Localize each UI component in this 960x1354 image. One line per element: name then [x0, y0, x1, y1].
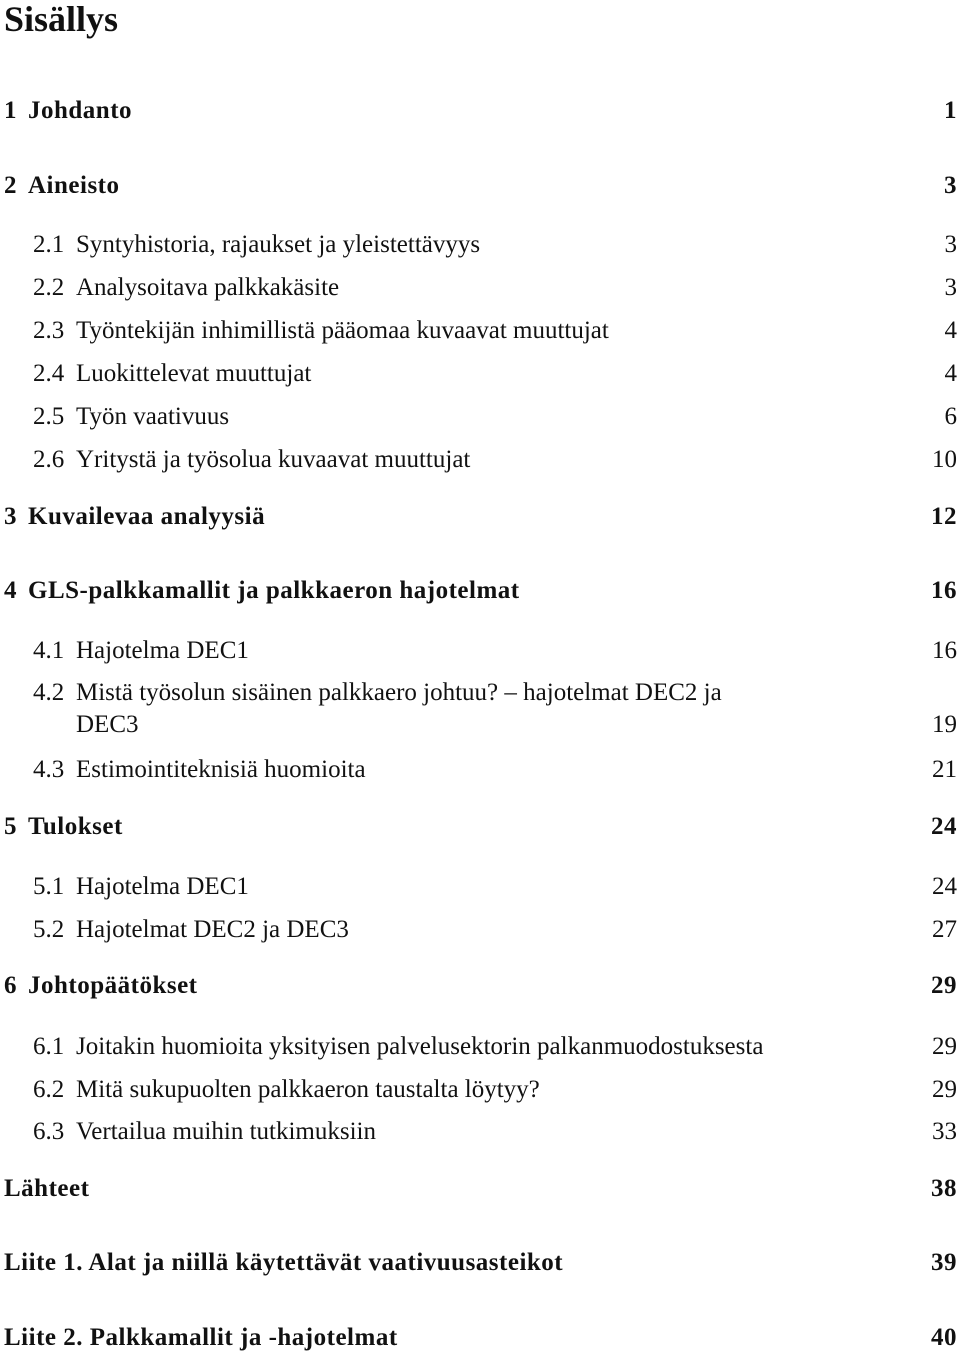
toc-page-number: 19: [932, 711, 957, 738]
toc-number: 4.3: [33, 756, 65, 783]
toc-page-number: 29: [931, 972, 957, 999]
toc-entry-chapter-1[interactable]: [4, 95, 957, 127]
toc-label: Vertailua muihin tutkimuksiin: [76, 1118, 376, 1145]
toc-label: Tulokset: [28, 813, 123, 840]
toc-number: 1: [4, 97, 17, 124]
toc-entry-chapter-4[interactable]: [4, 575, 957, 607]
toc-entry-section-2-1[interactable]: [4, 229, 957, 261]
toc-label: Liite 2. Palkkamallit ja -hajotelmat: [4, 1324, 398, 1351]
toc-number: 6.3: [33, 1118, 65, 1145]
toc-number: 4: [4, 577, 17, 604]
toc-page-number: 10: [932, 446, 957, 473]
toc-label: Johtopäätökset: [28, 972, 198, 999]
toc-page-number: 3: [944, 231, 957, 258]
toc-label: Hajotelma DEC1: [76, 873, 249, 900]
toc-entry-section-6-3[interactable]: [4, 1116, 957, 1148]
toc-label-continuation: DEC3: [76, 711, 139, 738]
toc-number: 5.2: [33, 916, 65, 943]
toc-page-number: 3: [944, 274, 957, 301]
toc-label: Mitä sukupuolten palkkaeron taustalta löytyy?: [76, 1076, 540, 1103]
toc-label: Yritystä ja työsolua kuvaavat muuttujat: [76, 446, 471, 473]
toc-entry-appendix-1[interactable]: [4, 1247, 957, 1279]
toc-page-number: 12: [931, 503, 957, 530]
toc-label: Mistä työsolun sisäinen palkkaero johtuu? – hajotelmat DEC2 ja: [76, 679, 722, 706]
toc-entry-references[interactable]: [4, 1173, 957, 1205]
toc-label: Liite 1. Alat ja niillä käytettävät vaativuusasteikot: [4, 1249, 564, 1276]
toc-entry-appendix-2[interactable]: [4, 1322, 957, 1354]
toc-number: 2.5: [33, 403, 65, 430]
toc-number: 4.1: [33, 637, 65, 664]
toc-page-number: 4: [944, 360, 957, 387]
toc-label: Analysoitava palkkakäsite: [76, 274, 340, 301]
toc-number: 6: [4, 972, 17, 999]
toc-page-number: 29: [932, 1076, 957, 1103]
toc-label: GLS-palkkamallit ja palkkaeron hajotelmat: [28, 577, 520, 604]
page-title: Sisällys: [4, 0, 119, 39]
toc-entry-section-6-1[interactable]: [4, 1031, 957, 1063]
toc-entry-section-2-4[interactable]: [4, 358, 957, 390]
toc-number: 2: [4, 172, 17, 199]
toc-label: Hajotelma DEC1: [76, 637, 249, 664]
toc-label: Kuvailevaa analyysiä: [28, 503, 266, 530]
toc-number: 2.2: [33, 274, 65, 301]
toc-page-number: 29: [932, 1033, 957, 1060]
toc-page-number: 3: [944, 172, 957, 199]
toc-number: 4.2: [33, 679, 65, 706]
toc-label: Hajotelmat DEC2 ja DEC3: [76, 916, 349, 943]
toc-page-number: 24: [931, 813, 957, 840]
toc-label: Työntekijän inhimillistä pääomaa kuvaavat muuttujat: [76, 317, 609, 344]
toc-label: Luokittelevat muuttujat: [76, 360, 312, 387]
toc-page-number: 21: [932, 756, 957, 783]
toc-label: Lähteet: [4, 1175, 90, 1202]
toc-number: 2.4: [33, 360, 65, 387]
toc-label: Estimointiteknisiä huomioita: [76, 756, 366, 783]
toc-page-number: 6: [944, 403, 957, 430]
toc-number: 5: [4, 813, 17, 840]
toc-entry-section-4-3[interactable]: [4, 754, 957, 786]
toc-label: Johdanto: [28, 97, 133, 124]
toc-entry-section-2-6[interactable]: [4, 444, 957, 476]
toc-entry-section-4-2[interactable]: [4, 677, 957, 741]
toc-page-number: 16: [931, 577, 957, 604]
toc-page-number: 1: [944, 97, 957, 124]
toc-label: Joitakin huomioita yksityisen palvelusektorin palkanmuodostuksesta: [76, 1033, 764, 1060]
toc-number: 2.3: [33, 317, 65, 344]
toc-entry-section-5-2[interactable]: [4, 914, 957, 946]
toc-page-number: 38: [931, 1175, 957, 1202]
toc-number: 6.2: [33, 1076, 65, 1103]
toc-entry-section-2-2[interactable]: [4, 272, 957, 304]
toc-entry-section-2-3[interactable]: [4, 315, 957, 347]
toc-page-number: 24: [932, 873, 957, 900]
toc-label: Työn vaativuus: [76, 403, 230, 430]
toc-number: 3: [4, 503, 17, 530]
toc-entry-chapter-6[interactable]: [4, 970, 957, 1002]
toc-page-number: 27: [932, 916, 957, 943]
toc-number: 5.1: [33, 873, 65, 900]
toc-label: Syntyhistoria, rajaukset ja yleistettävyys: [76, 231, 481, 258]
toc-entry-section-4-1[interactable]: [4, 635, 957, 667]
toc-entry-chapter-5[interactable]: [4, 811, 957, 843]
toc-entry-section-2-5[interactable]: [4, 401, 957, 433]
toc-entry-section-5-1[interactable]: [4, 871, 957, 903]
toc-entry-chapter-3[interactable]: [4, 501, 957, 533]
toc-number: 6.1: [33, 1033, 65, 1060]
toc-label: Aineisto: [28, 172, 120, 199]
toc-page-number: 4: [944, 317, 957, 344]
toc-entry-chapter-2[interactable]: [4, 170, 957, 202]
toc-page-number: 40: [931, 1324, 957, 1351]
toc-page-number: 16: [932, 637, 957, 664]
toc-entry-section-6-2[interactable]: [4, 1074, 957, 1106]
toc-number: 2.6: [33, 446, 65, 473]
toc-number: 2.1: [33, 231, 65, 258]
toc-page-number: 39: [931, 1249, 957, 1276]
toc-page-number: 33: [932, 1118, 957, 1145]
